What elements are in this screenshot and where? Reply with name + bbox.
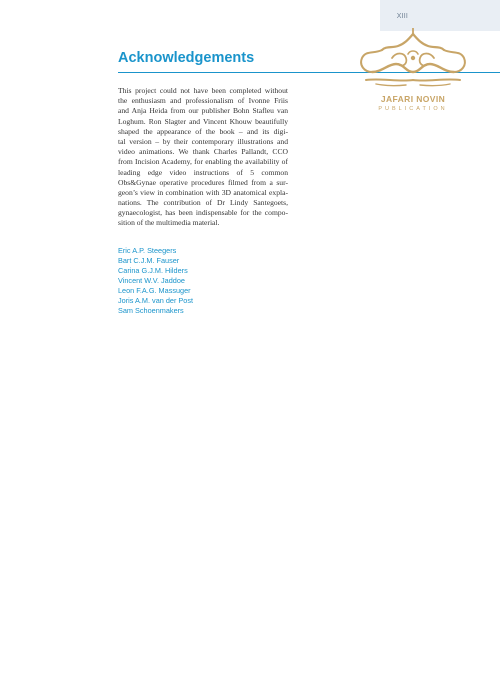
paragraph-line: gynaecologist, has been indispensable for the compo- bbox=[118, 208, 288, 218]
paragraph-line: Loghum. Ron Slagter and Vincent Khouw beautifully bbox=[118, 116, 288, 126]
paragraph-line: tal version – by their contemporary illustrations and bbox=[118, 136, 288, 146]
page-title: Acknowledgements bbox=[118, 50, 255, 66]
author-list bbox=[118, 246, 193, 316]
paragraph-line: shaped the appearance of the book – and its digi- bbox=[118, 126, 288, 136]
paragraph-line: and Anja Heida from our publisher Bohn Stafleu van bbox=[118, 106, 288, 116]
author-name: Leon F.A.G. Massuger bbox=[118, 286, 191, 295]
paragraph-line: leading edge video instructions of 5 common bbox=[118, 167, 288, 177]
author-name: Bart C.J.M. Fauser bbox=[118, 256, 180, 265]
paragraph-line: sition of the multimedia material. bbox=[118, 218, 220, 228]
page-number: XIII bbox=[396, 13, 408, 20]
logo-subtitle: PUBLICATION bbox=[378, 106, 448, 112]
paragraph-line: the enthusiasm and professionalism of Ivonne Friis bbox=[118, 96, 288, 106]
paragraph-line: geon’s view in combination with 3D anatomical expla- bbox=[118, 187, 288, 197]
author-name: Carina G.J.M. Hilders bbox=[118, 266, 188, 275]
paragraph-line: Obs&Gynae operative procedures filmed from a sur- bbox=[118, 177, 288, 187]
paragraph-line: This project could not have been completed without bbox=[118, 86, 288, 95]
publisher-logo bbox=[352, 28, 474, 120]
author-name: Sam Schoenmakers bbox=[118, 306, 184, 315]
author-name: Vincent W.V. Jaddoe bbox=[118, 276, 185, 285]
ornamental-crown-logo-icon bbox=[352, 28, 474, 94]
acknowledgement-paragraph bbox=[118, 86, 288, 229]
author-name: Joris A.M. van der Post bbox=[118, 296, 194, 305]
paragraph-line: from Incision Academy, for enabling the availability of bbox=[118, 157, 288, 167]
logo-name: JAFARI NOVIN bbox=[380, 94, 446, 104]
author-name: Eric A.P. Steegers bbox=[118, 246, 177, 255]
page-number-tab bbox=[380, 0, 500, 31]
paragraph-line: nations. The contribution of Dr Lindy Santegoets, bbox=[118, 198, 288, 208]
paragraph-line: video animations. We thank Charles Pallandt, CCO bbox=[118, 147, 288, 157]
